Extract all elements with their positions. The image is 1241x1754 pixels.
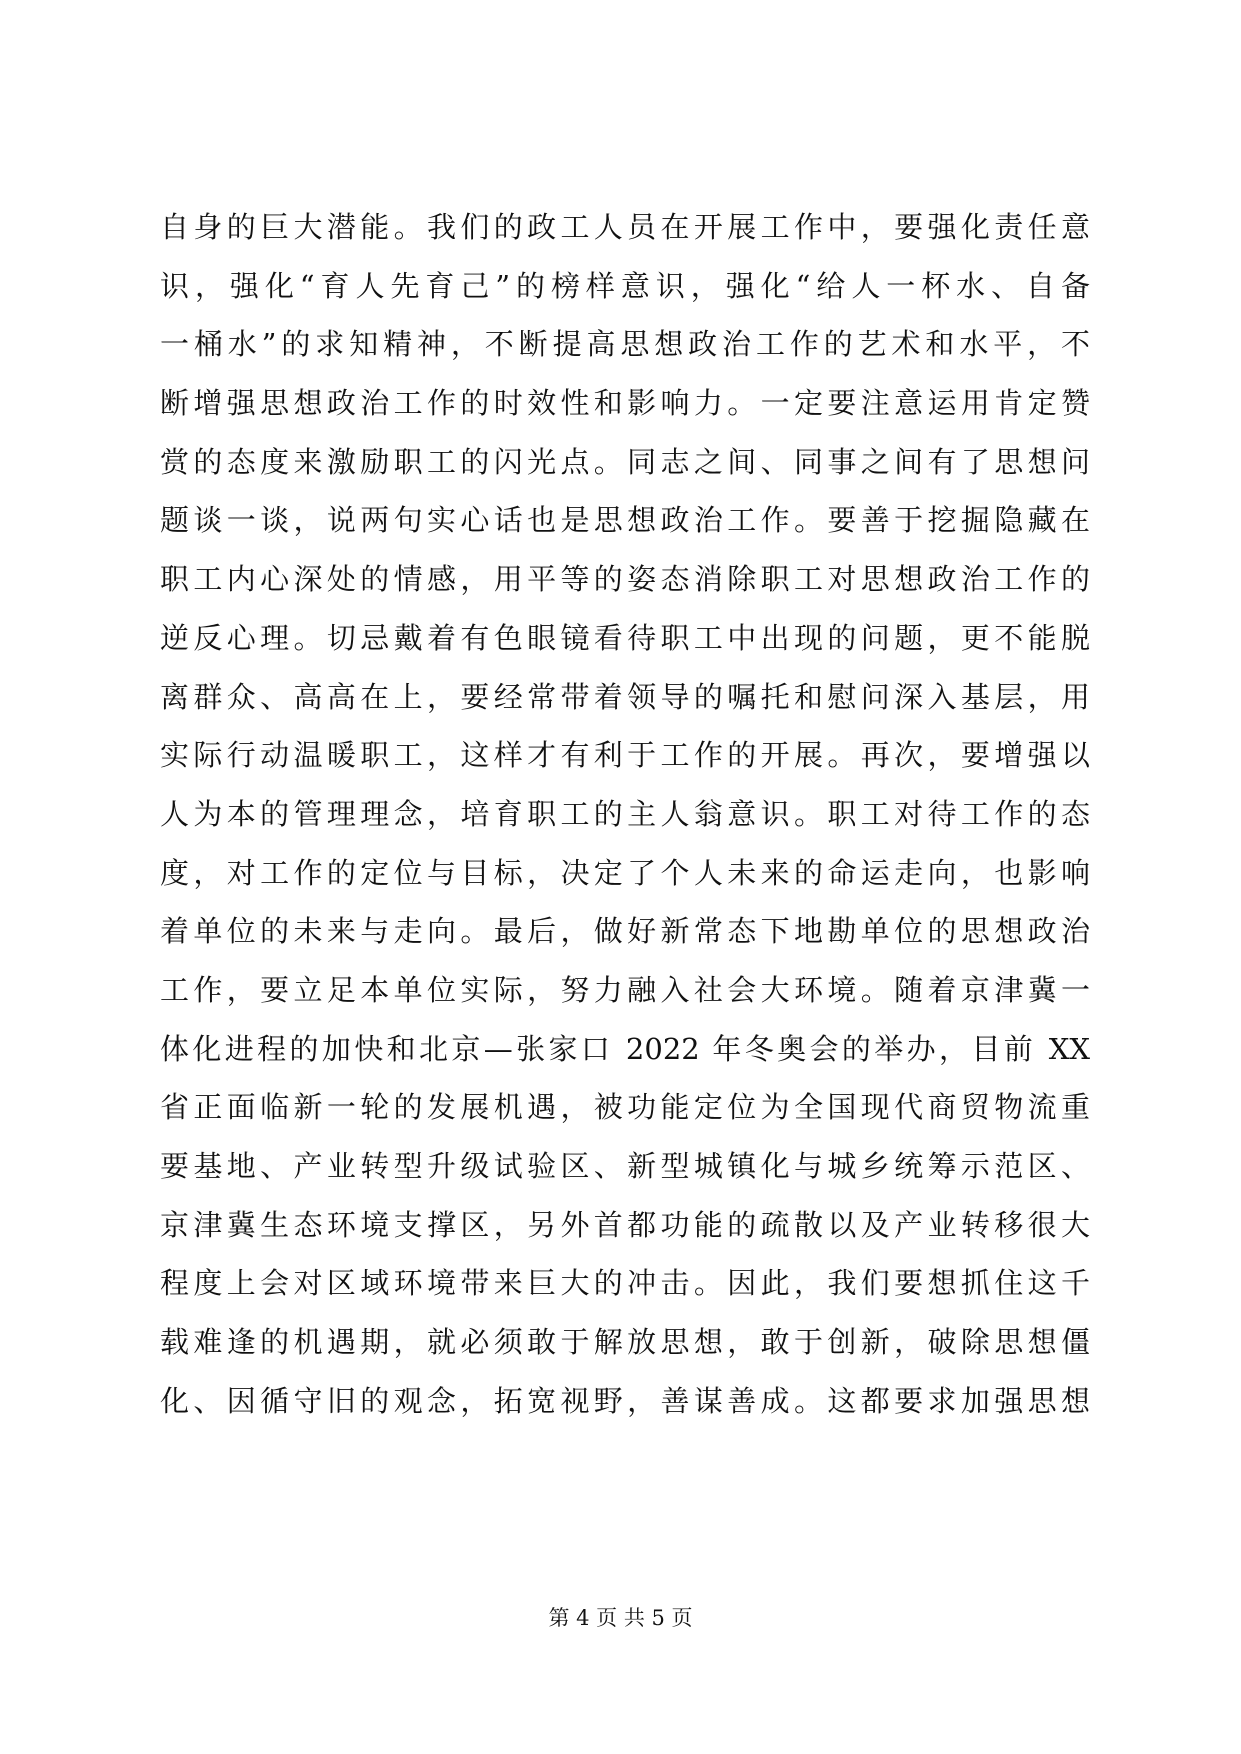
- text-line: 要基地、产业转型升级试验区、新型城镇化与城乡统筹示范区、: [160, 1149, 1090, 1183]
- text-line: 度，对工作的定位与目标，决定了个人未来的命运走向，也影响: [160, 855, 1090, 890]
- text-line: 京津冀生态环境支撑区，另外首都功能的疏散以及产业转移很大: [160, 1207, 1090, 1242]
- text-line: 体化进程的加快和北京—张家口 2022 年冬奥会的举办，目前 XX: [160, 1031, 1090, 1066]
- text-line: 一桶水”的求知精神，不断提高思想政治工作的艺术和水平，不: [160, 327, 1090, 362]
- text-line: 断增强思想政治工作的时效性和影响力。一定要注意运用肯定赞: [160, 386, 1090, 421]
- text-line: 工作，要立足本单位实际，努力融入社会大环境。随着京津冀一: [160, 972, 1090, 1007]
- text-line: 实际行动温暖职工，这样才有利于工作的开展。再次，要增强以: [160, 738, 1090, 773]
- text-line: 载难逢的机遇期，就必须敢于解放思想，敢于创新，破除思想僵: [160, 1325, 1090, 1360]
- text-line: 化、因循守旧的观念，拓宽视野，善谋善成。这都要求加强思想: [160, 1383, 1090, 1418]
- text-line: 赏的态度来激励职工的闪光点。同志之间、同事之间有了思想问: [160, 444, 1090, 479]
- text-line: 自身的巨大潜能。我们的政工人员在开展工作中，要强化责任意: [160, 210, 1090, 244]
- text-line: 着单位的未来与走向。最后，做好新常态下地勘单位的思想政治: [160, 914, 1090, 949]
- text-line: 逆反心理。切忌戴着有色眼镜看待职工中出现的问题，更不能脱: [160, 620, 1090, 655]
- text-line: 程度上会对区域环境带来巨大的冲击。因此，我们要想抓住这千: [160, 1266, 1090, 1301]
- body-text: [160, 198, 1090, 1430]
- text-line: 离群众、高高在上，要经常带着领导的嘱托和慰问深入基层，用: [160, 679, 1090, 714]
- text-line: 职工内心深处的情感，用平等的姿态消除职工对思想政治工作的: [160, 562, 1090, 597]
- page-number-footer: 第 4 页 共 5 页: [548, 1606, 693, 1630]
- text-line: 省正面临新一轮的发展机遇，被功能定位为全国现代商贸物流重: [160, 1090, 1090, 1125]
- text-line: 人为本的管理理念，培育职工的主人翁意识。职工对待工作的态: [160, 796, 1090, 831]
- text-line: 识，强化“育人先育己”的榜样意识，强化“给人一杯水、自备: [160, 268, 1090, 303]
- text-line: 题谈一谈，说两句实心话也是思想政治工作。要善于挖掘隐藏在: [160, 503, 1090, 538]
